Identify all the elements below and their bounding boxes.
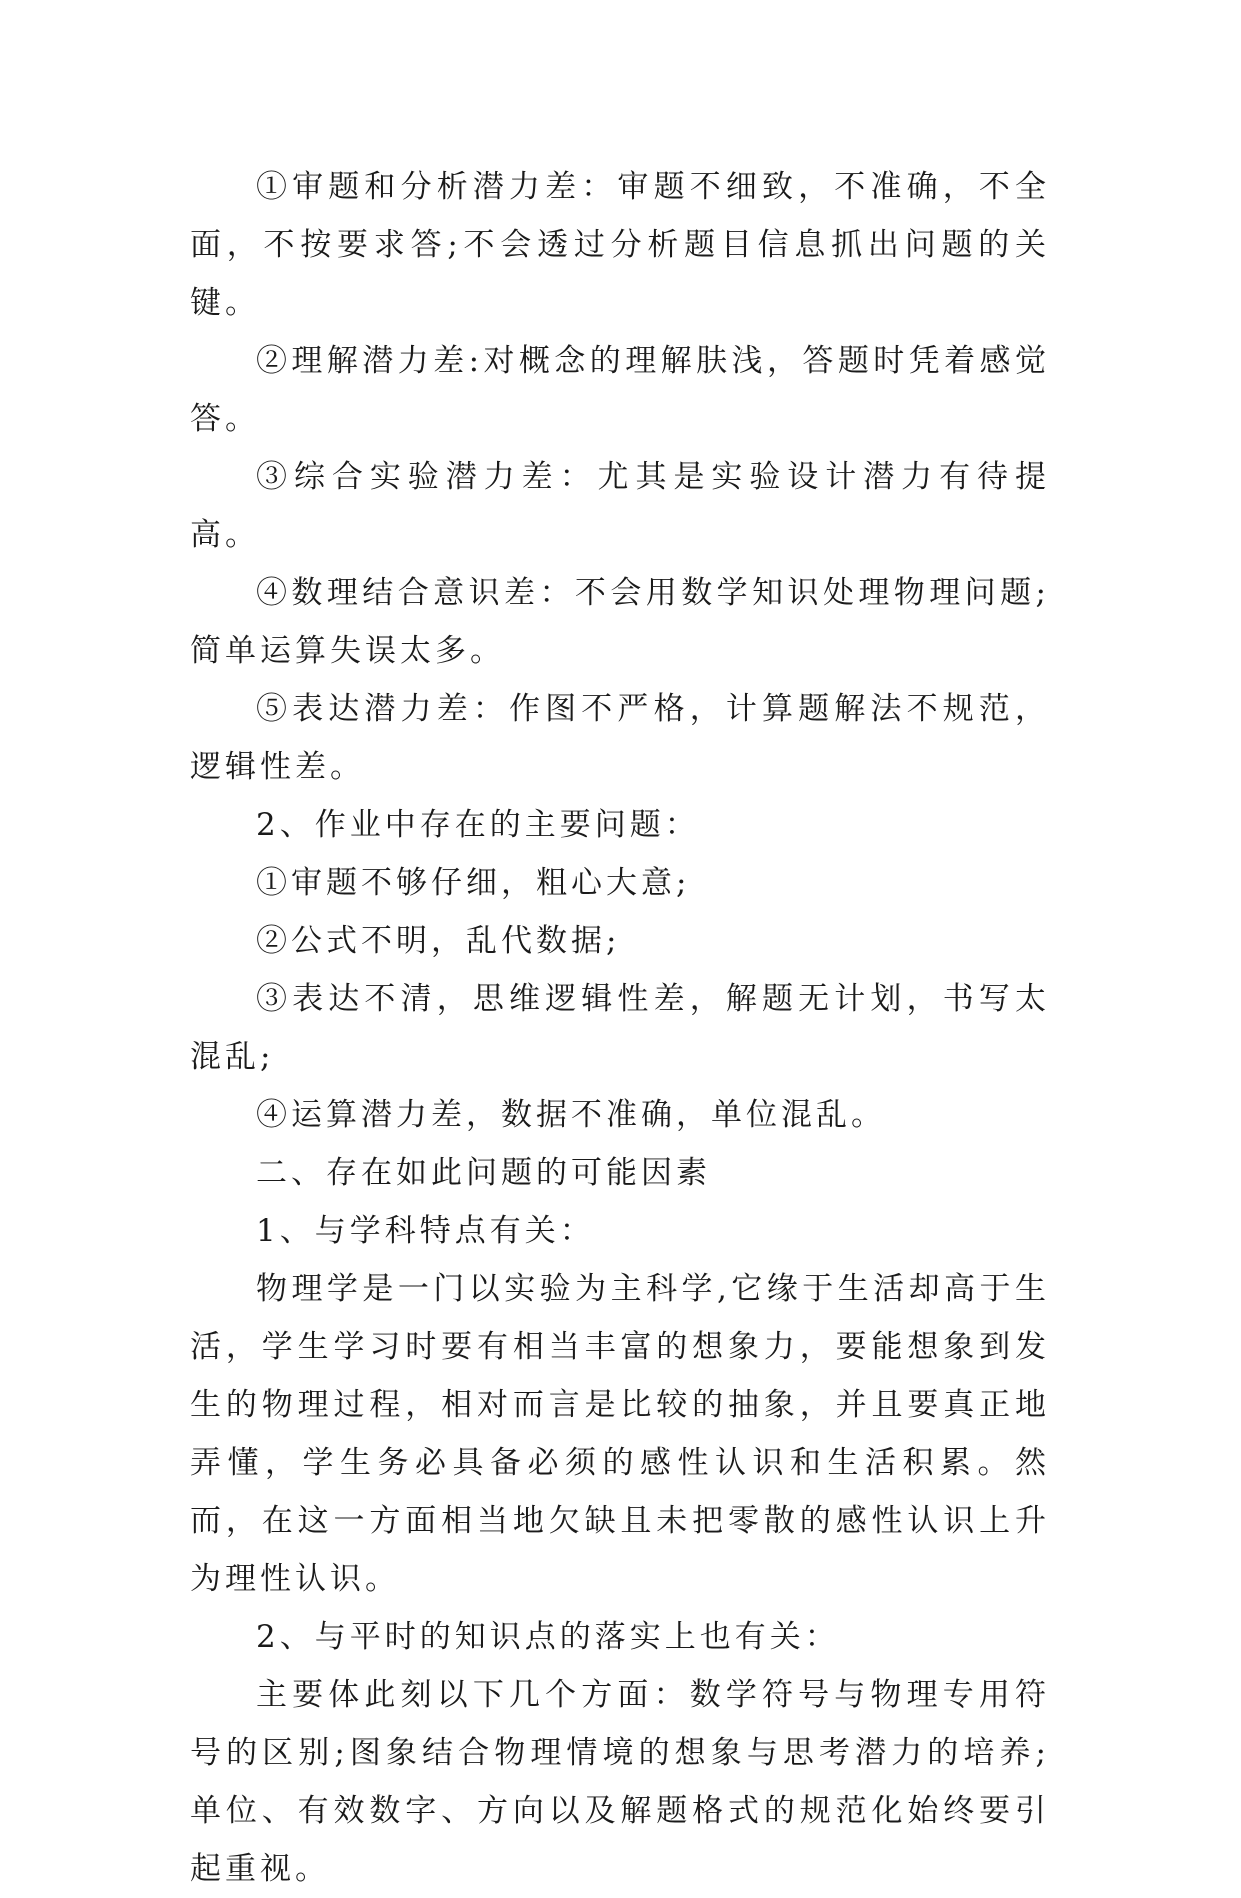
document-body [190,158,1050,1898]
paragraph-math-physics-weakness: ④数理结合意识差：不会用数学知识处理物理问题;简单运算失误太多。 [190,575,1050,669]
list-item-unclear-expression: ③表达不清，思维逻辑性差，解题无计划，书写太混乱; [190,981,1050,1075]
list-item-formula-unclear: ②公式不明，乱代数据; [256,923,621,959]
section-heading-possible-causes: 二、存在如此问题的可能因素 [256,1155,711,1191]
list-item-calculation-weakness: ④运算潜力差，数据不准确，单位混乱。 [256,1097,886,1133]
paragraph-understanding-weakness: ②理解潜力差:对概念的理解肤浅，答题时凭着感觉答。 [190,343,1050,437]
heading-subject-characteristics: 1、与学科特点有关： [256,1213,595,1249]
paragraph-physics-nature: 物理学是一门以实验为主科学,它缘于生活却高于生活，学生学习时要有相当丰富的想象力，要能想象到发生的物理过程，相对而言是比较的抽象，并且要真正地弄懂，学生务必具备必须的感性认识和生活积累。然而，在这一方面相当地欠缺且未把零散的感性认识上升为理性认识。 [190,1271,1050,1597]
heading-knowledge-implementation: 2、与平时的知识点的落实上也有关： [256,1619,840,1655]
paragraph-experiment-weakness: ③综合实验潜力差：尤其是实验设计潜力有待提高。 [190,459,1050,553]
list-item-careless-reading: ①审题不够仔细，粗心大意; [256,865,691,901]
paragraph-expression-weakness: ⑤表达潜力差：作图不严格，计算题解法不规范，逻辑性差。 [190,691,1050,785]
paragraph-key-aspects: 主要体此刻以下几个方面：数学符号与物理专用符号的区别;图象结合物理情境的想象与思考潜力的培养;单位、有效数字、方向以及解题格式的规范化始终要引起重视。 [190,1677,1050,1887]
heading-homework-problems: 2、作业中存在的主要问题： [256,807,700,843]
paragraph-analysis-weakness: ①审题和分析潜力差：审题不细致，不准确，不全面，不按要求答;不会透过分析题目信息抓出问题的关键。 [190,169,1050,321]
